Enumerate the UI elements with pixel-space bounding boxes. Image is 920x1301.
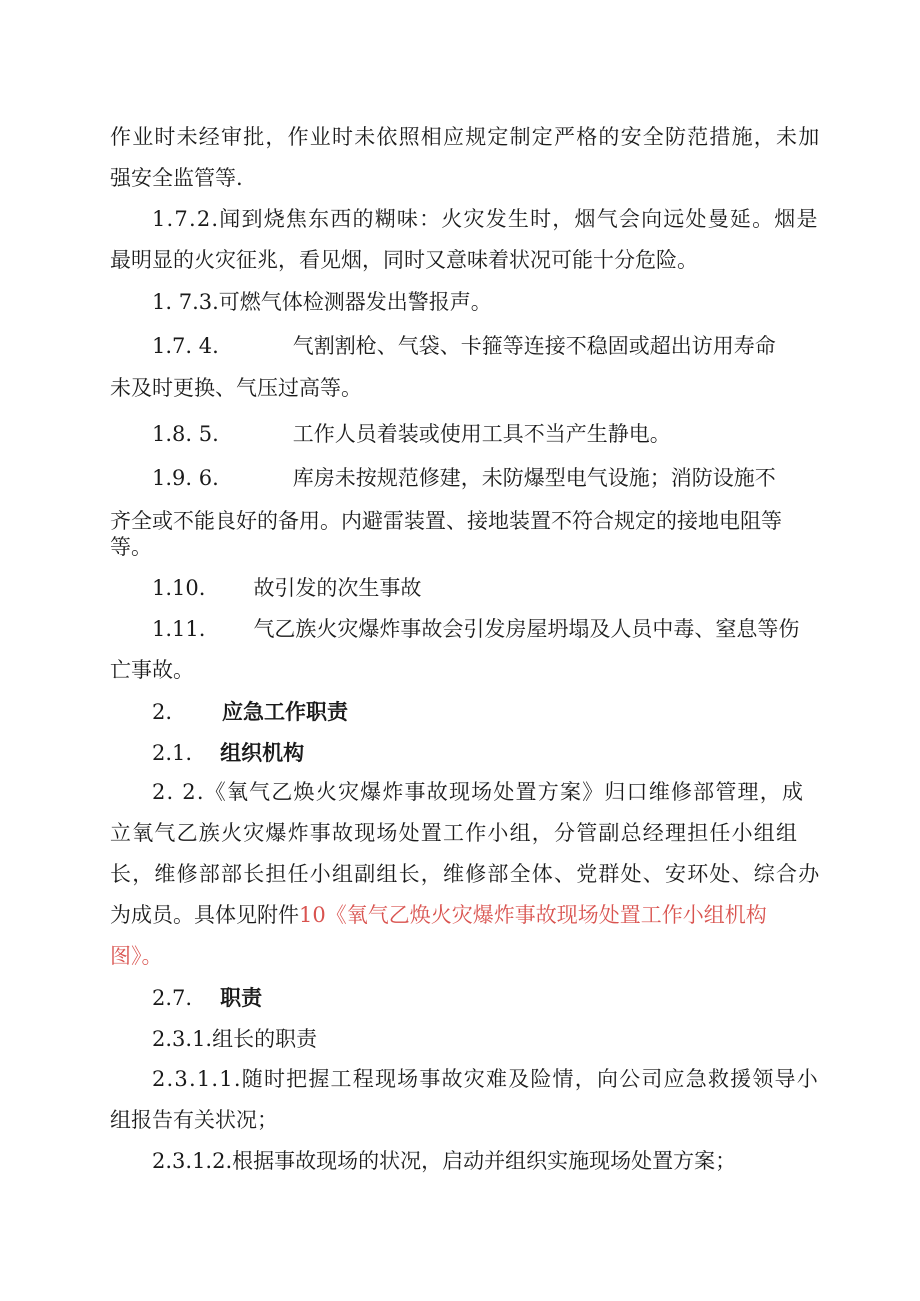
item-text: 故引发的次生事故 [253, 576, 422, 600]
section-heading [152, 983, 262, 1013]
section-heading [152, 697, 348, 727]
section-heading [152, 738, 304, 768]
item-number: 1.8. 5. [152, 422, 219, 446]
item-number: 1.10. [152, 576, 206, 600]
paragraph-line: 1.7.2.闻到烧焦东西的糊味：火灾发生时，烟气会向远处曼延。烟是 [152, 207, 819, 231]
item-number: 1.9. 6. [152, 466, 219, 490]
numbered-item [152, 419, 671, 449]
item-text: 工作人员着装或使用工具不当产生静电。 [292, 422, 671, 446]
appendix-link[interactable]: 10《氧气乙焕火灾爆炸事故现场处置工作小组机构 [299, 903, 767, 927]
numbered-item [152, 331, 776, 361]
paragraph-line: 最明显的火灾征兆，看见烟，同时又意味着状况可能十分危险。 [110, 248, 698, 272]
numbered-item [152, 463, 776, 493]
heading-text: 应急工作职责 [222, 699, 349, 724]
paragraph-line: 等。 [110, 535, 152, 559]
paragraph-line: 1. 7.3.可燃气体检测器发出警报声。 [152, 290, 492, 314]
paragraph-text: 为成员。具体见附件 [110, 903, 299, 927]
paragraph-line [110, 900, 767, 930]
item-number: 1.11. [152, 617, 206, 641]
paragraph-line: 组报告有关状况； [110, 1108, 278, 1132]
paragraph-line: 长，维修部部长担任小组副组长，维修部全体、党群处、安环处、综合办 [110, 862, 821, 886]
heading-number: 2. [152, 700, 173, 724]
paragraph-line: 2.3.1.组长的职责 [152, 1027, 318, 1051]
heading-number: 2.1. [152, 741, 193, 765]
paragraph-line: 未及时更换、气压过高等。 [110, 376, 362, 400]
paragraph-line: 亡事故。 [110, 658, 194, 682]
paragraph-line: 强安全监管等. [110, 166, 243, 190]
numbered-item [152, 573, 421, 603]
paragraph-line: 作业时未经审批，作业时未依照相应规定制定严格的安全防范措施，未加 [110, 125, 821, 149]
heading-text: 组织机构 [220, 740, 305, 765]
paragraph-line: 2.3.1.2.根据事故现场的状况，启动并组织实施现场处置方案； [152, 1149, 737, 1173]
item-text: 气乙族火灾爆炸事故会引发房屋坍塌及人员中毒、窒息等伤 [253, 617, 800, 641]
numbered-item [152, 614, 799, 644]
appendix-link-continued[interactable]: 图》。 [110, 944, 163, 968]
item-number: 1.7. 4. [152, 334, 219, 358]
paragraph-line: 立氧气乙族火灾爆炸事故现场处置工作小组，分管副总经理担任小组组 [110, 821, 799, 845]
heading-text: 职责 [220, 985, 263, 1010]
paragraph-line: 2. 2.《氧气乙焕火灾爆炸事故现场处置方案》归口维修部管理，成 [152, 780, 805, 804]
paragraph-line: 2.3.1.1.随时把握工程现场事故灾难及险情，向公司应急救援领导小 [152, 1067, 819, 1091]
item-text: 库房未按规范修建，未防爆型电气设施；消防设施不 [292, 466, 776, 490]
paragraph-line: 齐全或不能良好的备用。内避雷装置、接地装置不符合规定的接地电阻等 [110, 509, 782, 533]
heading-number: 2.7. [152, 986, 193, 1010]
item-text: 气割割枪、气袋、卡箍等连接不稳固或超出访用寿命 [292, 334, 776, 358]
